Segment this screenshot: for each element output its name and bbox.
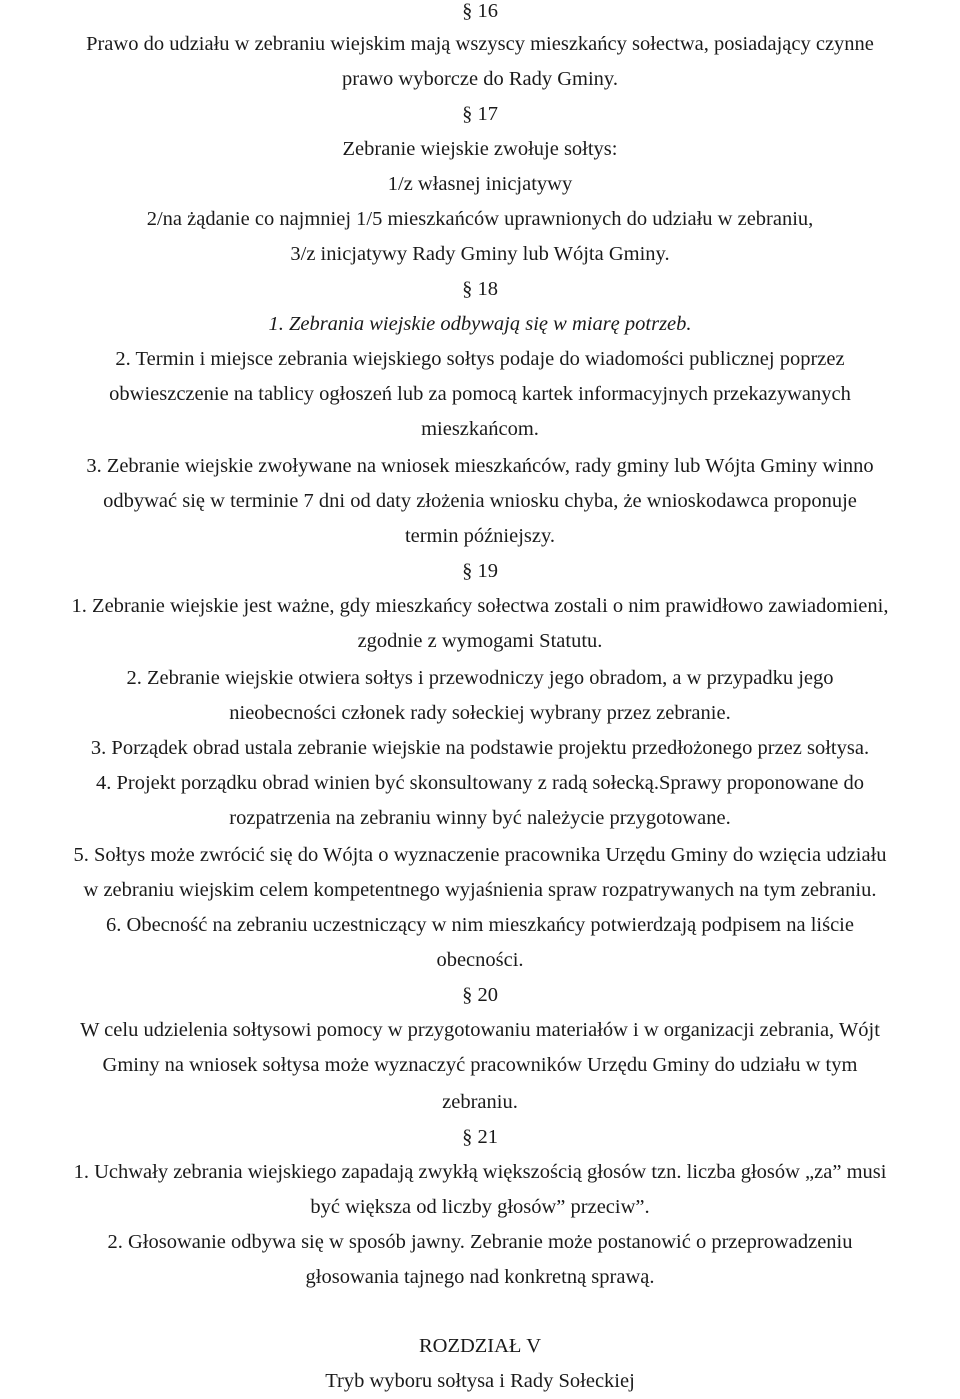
- text-line: obwieszczenie na tablicy ogłoszeń lub za pomocą kartek informacyjnych przekazywanych: [109, 383, 851, 405]
- text-line: odbywać się w terminie 7 dni od daty złożenia wniosku chyba, że wnioskodawca proponuje: [103, 490, 857, 512]
- section-heading-16: § 16: [462, 0, 498, 22]
- text-line: 3/z inicjatywy Rady Gminy lub Wójta Gminy.: [290, 243, 670, 265]
- text-line: 6. Obecność na zebraniu uczestniczący w nim mieszkańcy potwierdzają podpisem na liście: [106, 914, 854, 936]
- text-line: być większa od liczby głosów” przeciw”.: [310, 1196, 650, 1218]
- chapter-heading: ROZDZIAŁ V: [418, 1335, 542, 1357]
- text-line: 1. Zebrania wiejskie odbywają się w miarę potrzeb.: [268, 313, 692, 335]
- text-line: 1/z własnej inicjatywy: [387, 173, 573, 195]
- text-line: nieobecności członek rady sołeckiej wybrany przez zebranie.: [229, 702, 731, 724]
- text-line: Zebranie wiejskie zwołuje sołtys:: [342, 138, 618, 160]
- text-line: głosowania tajnego nad konkretną sprawą.: [305, 1266, 655, 1288]
- section-heading-17: § 17: [462, 103, 498, 125]
- text-line: 4. Projekt porządku obrad winien być skonsultowany z radą sołecką.Sprawy proponowane do: [96, 772, 864, 794]
- text-line: 2. Termin i miejsce zebrania wiejskiego sołtys podaje do wiadomości publicznej poprzez: [115, 348, 845, 370]
- text-line: Prawo do udziału w zebraniu wiejskim mają wszyscy mieszkańcy sołectwa, posiadający czynne: [86, 33, 874, 55]
- text-line: 1. Zebranie wiejskie jest ważne, gdy mieszkańcy sołectwa zostali o nim prawidłowo zawiadomieni,: [71, 595, 889, 617]
- text-line: zebraniu.: [442, 1091, 518, 1113]
- section-heading-18: § 18: [462, 278, 498, 300]
- text-line: obecności.: [436, 949, 524, 971]
- text-line: termin późniejszy.: [404, 525, 556, 547]
- text-line: w zebraniu wiejskim celem kompetentnego wyjaśnienia spraw rozpatrywanych na tym zebraniu.: [83, 879, 877, 901]
- text-line: 1. Uchwały zebrania wiejskiego zapadają zwykłą większością głosów tzn. liczba głosów „za” musi: [73, 1161, 887, 1183]
- text-line: mieszkańcom.: [421, 418, 539, 440]
- section-heading-21: § 21: [462, 1126, 498, 1148]
- text-line: Gminy na wniosek sołtysa może wyznaczyć pracowników Urzędu Gminy do udziału w tym: [102, 1054, 858, 1076]
- text-line: W celu udzielenia sołtysowi pomocy w przygotowaniu materiałów i w organizacji zebrania, Wójt: [80, 1019, 880, 1041]
- section-heading-20: § 20: [462, 984, 498, 1006]
- text-line: 2. Zebranie wiejskie otwiera sołtys i przewodniczy jego obradom, a w przypadku jego: [126, 667, 834, 689]
- text-line: 3. Zebranie wiejskie zwoływane na wniosek mieszkańców, rady gminy lub Wójta Gminy winno: [86, 455, 874, 477]
- text-line: 2/na żądanie co najmniej 1/5 mieszkańców uprawnionych do udziału w zebraniu,: [146, 208, 814, 230]
- chapter-title: Tryb wyboru sołtysa i Rady Sołeckiej: [325, 1370, 635, 1392]
- text-line: 3. Porządek obrad ustala zebranie wiejskie na podstawie projektu przedłożonego przez sołtysa.: [90, 737, 870, 759]
- text-line: 2. Głosowanie odbywa się w sposób jawny. Zebranie może postanowić o przeprowadzeniu: [107, 1231, 853, 1253]
- text-line: rozpatrzenia na zebraniu winny być należycie przygotowane.: [229, 807, 731, 829]
- text-line: zgodnie z wymogami Statutu.: [357, 630, 603, 652]
- section-heading-19: § 19: [462, 560, 498, 582]
- text-line: 5. Sołtys może zwrócić się do Wójta o wyznaczenie pracownika Urzędu Gminy do wzięcia udziału: [73, 844, 887, 866]
- text-line: prawo wyborcze do Rady Gminy.: [342, 68, 618, 90]
